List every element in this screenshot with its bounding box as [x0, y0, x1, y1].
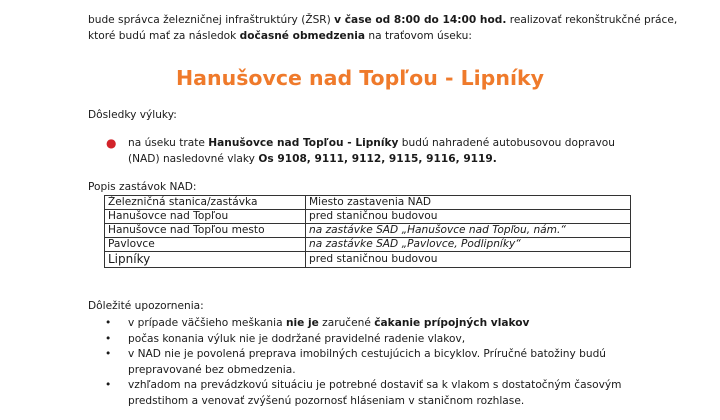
- list-item: [88, 347, 648, 378]
- bullet-icon: •: [105, 332, 112, 345]
- list-item: [88, 378, 648, 409]
- station-cell: Hanušovce nad Topľou mesto: [105, 224, 306, 238]
- header-station: Železničná stanica/zastávka: [105, 196, 306, 210]
- table-row: [105, 252, 631, 268]
- list-item: [88, 332, 648, 348]
- intro-text: bude správca železničnej infraštruktúry (ŽSR): [88, 14, 335, 26]
- consequence-part-2: budú nahradené autobusovou dopravou (NAD) nasledovné vlaky: [128, 137, 615, 165]
- list-item: [88, 316, 648, 332]
- warnings-label: Dôležité upozornenia:: [88, 300, 204, 312]
- red-bullet-icon: ●: [106, 136, 117, 150]
- section-title: Hanušovce nad Topľou - Lipníky: [176, 66, 544, 90]
- table-row: [105, 238, 631, 252]
- location-cell: na zastávke SAD „Pavlovce, Podlipníky“: [306, 238, 631, 252]
- table-header-row: [105, 196, 631, 210]
- consequence-route: Hanušovce nad Topľou - Lipníky: [208, 137, 399, 149]
- station-cell: Hanušovce nad Topľou: [105, 210, 306, 224]
- intro-text-2: realizovať rekonštrukčné práce, ktoré budú mať za následok: [88, 14, 678, 42]
- bullet-icon: •: [105, 317, 112, 329]
- consequences-label: Dôsledky výluky:: [88, 109, 177, 121]
- station-cell: Pavlovce: [105, 238, 306, 252]
- intro-time: v čase od 8:00 do 14:00 hod.: [334, 14, 507, 26]
- warning-text: zaručené: [318, 317, 375, 329]
- table-row: [105, 224, 631, 238]
- bullet-icon: •: [105, 348, 112, 360]
- consequence-text: [128, 135, 648, 167]
- consequence-part: na úseku trate: [128, 137, 209, 149]
- warnings-list: [88, 316, 648, 409]
- intro-text-3: na traťovom úseku:: [365, 30, 472, 42]
- warning-text: počas konania výluk nie je dodržané pravidelné radenie vlakov,: [128, 332, 466, 345]
- warning-text: v prípade väčšieho meškania: [128, 317, 286, 329]
- stops-label: Popis zastávok NAD:: [88, 181, 197, 193]
- header-stop-location: Miesto zastavenia NAD: [306, 196, 631, 210]
- station-cell: Lipníky: [105, 252, 306, 268]
- location-cell: pred staničnou budovou: [306, 252, 631, 268]
- warning-bold: čakanie prípojných vlakov: [374, 317, 530, 329]
- stops-table: [104, 195, 631, 268]
- intro-restrictions: dočasné obmedzenia: [239, 30, 366, 42]
- location-cell: na zastávke SAD „Hanušovce nad Topľou, nám.“: [306, 224, 631, 238]
- warning-bold: nie je: [285, 317, 319, 329]
- location-cell: pred staničnou budovou: [306, 210, 631, 224]
- warning-text: v NAD nie je povolená preprava imobilných cestujúcich a bicyklov. Príručné batožiny budú prepravované bez obmedzenia.: [128, 348, 607, 376]
- intro-paragraph: [88, 12, 688, 44]
- warning-text: vzhľadom na prevádzkovú situáciu je potrebné dostaviť sa k vlakom s dostatočným časovým predstihom a venovať zvýšenú pozornosť hláseniam v staničnom rozhlase.: [128, 379, 622, 407]
- consequence-trains: Os 9108, 9111, 9112, 9115, 9116, 9119.: [258, 153, 497, 165]
- bullet-icon: •: [105, 379, 112, 391]
- table-row: [105, 210, 631, 224]
